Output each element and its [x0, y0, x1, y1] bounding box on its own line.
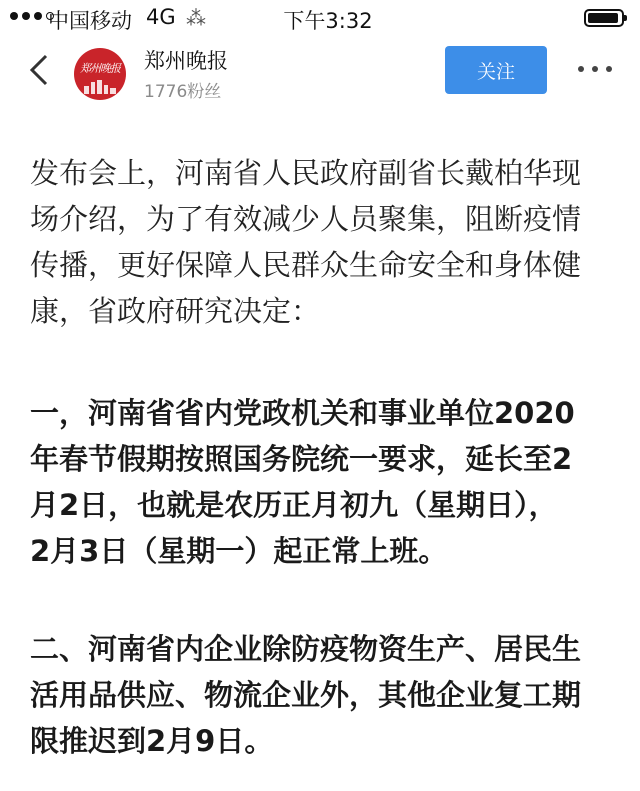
- carrier-name: 中国移动: [48, 9, 132, 33]
- text-line: 二、河南省内企业除防疫物资生产、居民生: [30, 632, 582, 666]
- follow-button[interactable]: 关注: [445, 46, 547, 94]
- article-paragraph: [30, 150, 581, 334]
- battery-icon: [584, 9, 624, 27]
- back-arrow-icon[interactable]: [22, 50, 62, 90]
- text-line: 一，河南省省内党政机关和事业单位2020: [30, 396, 575, 430]
- network-type: 4G: [146, 5, 176, 29]
- text-line: 发布会上，河南省人民政府副省长戴柏华现: [30, 156, 582, 190]
- status-time: 下午3:32: [283, 9, 373, 33]
- fans-count: 1776粉丝: [144, 82, 222, 102]
- avatar[interactable]: [74, 48, 126, 100]
- text-line: 活用品供应、物流企业外，其他企业复工期: [30, 678, 582, 712]
- text-line: 限推迟到2月9日。: [30, 724, 274, 758]
- text-line: 2月3日（星期一）起正常上班。: [30, 534, 448, 568]
- text-line: 年春节假期按照国务院统一要求，延长至2: [30, 442, 573, 476]
- article-paragraph: [30, 390, 575, 574]
- text-line: 传播，更好保障人民群众生命安全和身体健: [30, 248, 582, 282]
- article-paragraph: [30, 626, 581, 764]
- skyline-icon: [82, 80, 118, 94]
- status-bar: [0, 0, 640, 36]
- more-options-icon[interactable]: [578, 66, 612, 74]
- text-line: 月2日，也就是农历正月初九（星期日），: [30, 488, 558, 522]
- avatar-logo-text: 郑州晚报: [80, 62, 120, 75]
- account-name[interactable]: 郑州晚报: [144, 49, 228, 73]
- text-line: 康，省政府研究决定：: [30, 294, 321, 328]
- text-line: 场介绍，为了有效减少人员聚集，阻断疫情: [30, 202, 582, 236]
- account-header: [0, 36, 640, 108]
- loading-spinner-icon: ⁂: [186, 6, 206, 30]
